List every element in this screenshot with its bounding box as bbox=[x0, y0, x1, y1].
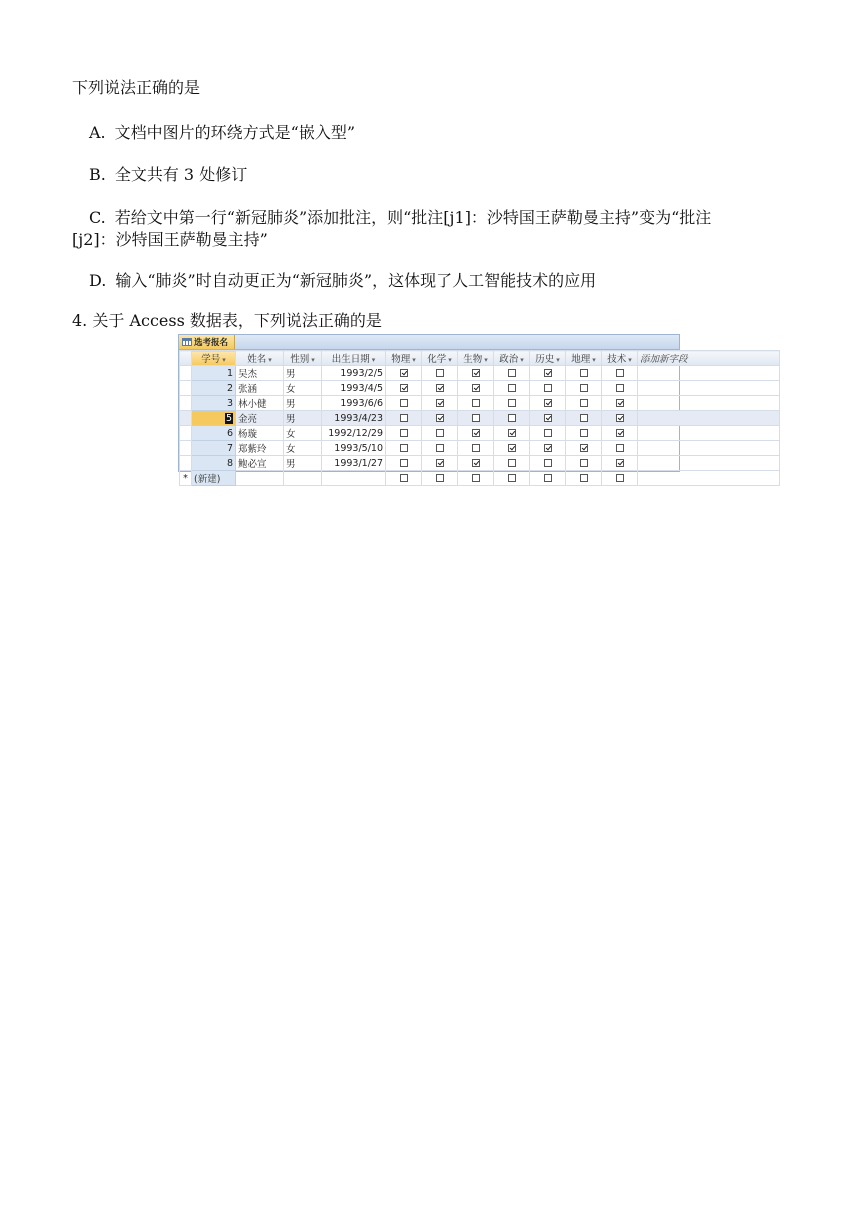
checkbox[interactable] bbox=[400, 384, 408, 392]
new-record-cell[interactable] bbox=[322, 471, 386, 486]
cell-politics bbox=[494, 456, 530, 471]
option-c-letter: C. bbox=[89, 208, 106, 227]
checkbox[interactable] bbox=[400, 414, 408, 422]
row-selector[interactable] bbox=[180, 441, 192, 456]
cell-id-value: 8 bbox=[226, 457, 233, 469]
checkbox[interactable] bbox=[580, 474, 588, 482]
checkbox[interactable] bbox=[508, 414, 516, 422]
cell-physics bbox=[386, 411, 422, 426]
cell-geography bbox=[566, 411, 602, 426]
cell-name[interactable]: 吴杰 bbox=[236, 366, 284, 381]
new-record-cell[interactable] bbox=[236, 471, 284, 486]
checkbox[interactable] bbox=[400, 369, 408, 377]
cell-politics bbox=[494, 366, 530, 381]
chevron-down-icon[interactable]: ▾ bbox=[371, 356, 376, 364]
checkbox[interactable] bbox=[616, 399, 624, 407]
cell-add-field[interactable] bbox=[638, 381, 780, 396]
tab-label: 选考报名 bbox=[194, 338, 229, 348]
checkbox[interactable] bbox=[616, 384, 624, 392]
column-header-history[interactable] bbox=[530, 351, 566, 366]
column-header-label: 地理 bbox=[571, 354, 591, 365]
chevron-down-icon[interactable]: ▾ bbox=[592, 356, 596, 364]
checkbox[interactable] bbox=[616, 414, 624, 422]
table-row[interactable] bbox=[180, 441, 780, 456]
checkbox[interactable] bbox=[544, 384, 552, 392]
cell-id[interactable] bbox=[192, 426, 236, 441]
cell-politics bbox=[494, 411, 530, 426]
cell-biology bbox=[458, 426, 494, 441]
cell-physics bbox=[386, 381, 422, 396]
column-header-technology[interactable] bbox=[602, 351, 638, 366]
column-header-label: 学号 bbox=[201, 354, 221, 365]
cell-date[interactable]: 1993/1/27 bbox=[322, 456, 386, 471]
new-record-row[interactable] bbox=[180, 471, 780, 486]
access-datasheet bbox=[178, 334, 688, 485]
column-header-name[interactable] bbox=[236, 351, 284, 366]
cell-politics bbox=[494, 441, 530, 456]
column-header-physics[interactable] bbox=[386, 351, 422, 366]
checkbox[interactable] bbox=[616, 474, 624, 482]
cell-add-field[interactable] bbox=[638, 366, 780, 381]
cell-id-value: 2 bbox=[226, 382, 233, 394]
option-a-text: 文档中图片的环绕方式是“嵌入型” bbox=[114, 123, 356, 142]
cell-id[interactable] bbox=[192, 441, 236, 456]
option-d bbox=[89, 271, 596, 291]
cell-technology bbox=[602, 441, 638, 456]
checkbox[interactable] bbox=[544, 429, 552, 437]
column-header-chemistry[interactable] bbox=[422, 351, 458, 366]
cell-chemistry bbox=[422, 381, 458, 396]
question-4: 4. 关于 Access 数据表，下列说法正确的是 bbox=[72, 311, 382, 330]
chevron-down-icon[interactable]: ▾ bbox=[412, 356, 416, 364]
chevron-down-icon[interactable]: ▾ bbox=[268, 356, 272, 364]
question-intro: 下列说法正确的是 bbox=[72, 78, 201, 97]
cell-geography bbox=[566, 441, 602, 456]
cell-sex[interactable]: 女 bbox=[284, 441, 322, 456]
checkbox[interactable] bbox=[472, 444, 480, 452]
chevron-down-icon[interactable]: ▾ bbox=[222, 356, 226, 364]
checkbox[interactable] bbox=[580, 369, 588, 377]
option-a bbox=[89, 123, 355, 143]
cell-biology bbox=[458, 441, 494, 456]
cell-name[interactable]: 郑紫玲 bbox=[236, 441, 284, 456]
cell-geography bbox=[566, 456, 602, 471]
table-row[interactable] bbox=[180, 366, 780, 381]
checkbox[interactable] bbox=[544, 444, 552, 452]
cell-sex[interactable]: 女 bbox=[284, 381, 322, 396]
cell-physics bbox=[386, 426, 422, 441]
option-d-letter: D. bbox=[89, 271, 107, 290]
checkbox[interactable] bbox=[508, 384, 516, 392]
cell-id-value: 6 bbox=[226, 427, 233, 439]
new-record-cell bbox=[422, 471, 458, 486]
checkbox[interactable] bbox=[400, 429, 408, 437]
cell-name[interactable]: 鲍必宣 bbox=[236, 456, 284, 471]
checkbox[interactable] bbox=[580, 399, 588, 407]
cell-name[interactable]: 金亮 bbox=[236, 411, 284, 426]
cell-biology bbox=[458, 396, 494, 411]
cell-name[interactable]: 林小健 bbox=[236, 396, 284, 411]
table-row[interactable] bbox=[180, 456, 780, 471]
cell-history bbox=[530, 441, 566, 456]
chevron-down-icon[interactable]: ▾ bbox=[556, 356, 560, 364]
checkbox[interactable] bbox=[616, 459, 624, 467]
cell-id[interactable] bbox=[192, 381, 236, 396]
cell-date[interactable]: 1993/6/6 bbox=[322, 396, 386, 411]
tab-table[interactable] bbox=[179, 335, 235, 349]
cell-date[interactable]: 1993/4/23 bbox=[322, 411, 386, 426]
cell-biology bbox=[458, 456, 494, 471]
cell-chemistry bbox=[422, 441, 458, 456]
checkbox[interactable] bbox=[400, 399, 408, 407]
new-record-marker: * bbox=[180, 471, 192, 486]
tab-bar bbox=[179, 335, 679, 350]
checkbox[interactable] bbox=[472, 414, 480, 422]
new-record-cell bbox=[386, 471, 422, 486]
checkbox[interactable] bbox=[544, 459, 552, 467]
cell-history bbox=[530, 411, 566, 426]
cell-geography bbox=[566, 366, 602, 381]
column-header-label: 技术 bbox=[607, 354, 627, 365]
checkbox[interactable] bbox=[472, 384, 480, 392]
checkbox[interactable] bbox=[616, 369, 624, 377]
checkbox[interactable] bbox=[436, 459, 444, 467]
checkbox[interactable] bbox=[436, 414, 444, 422]
cell-history bbox=[530, 426, 566, 441]
column-header-politics[interactable] bbox=[494, 351, 530, 366]
row-selector[interactable] bbox=[180, 411, 192, 426]
option-c bbox=[89, 208, 711, 228]
cell-id-value: 7 bbox=[226, 442, 233, 454]
option-b-letter: B. bbox=[89, 165, 106, 184]
column-header-label: 性别 bbox=[290, 354, 310, 365]
option-d-text: 输入“肺炎”时自动更正为“新冠肺炎”，这体现了人工智能技术的应用 bbox=[115, 271, 597, 290]
checkbox[interactable] bbox=[436, 474, 444, 482]
column-header-label: 出生日期 bbox=[331, 354, 370, 365]
cell-geography bbox=[566, 381, 602, 396]
checkbox[interactable] bbox=[508, 474, 516, 482]
table-row[interactable] bbox=[180, 381, 780, 396]
option-c-text-line1: 若给文中第一行“新冠肺炎”添加批注，则“批注[j1]：沙特国王萨勒曼主持”变为“批注 bbox=[114, 208, 712, 227]
table-row[interactable] bbox=[180, 411, 780, 426]
column-header-add-field[interactable] bbox=[638, 351, 780, 366]
cell-name[interactable]: 张涵 bbox=[236, 381, 284, 396]
checkbox[interactable] bbox=[472, 369, 480, 377]
cell-physics bbox=[386, 441, 422, 456]
cell-biology bbox=[458, 411, 494, 426]
new-record-cell bbox=[458, 471, 494, 486]
checkbox[interactable] bbox=[472, 399, 480, 407]
row-selector[interactable] bbox=[180, 366, 192, 381]
cell-physics bbox=[386, 396, 422, 411]
cell-add-field[interactable] bbox=[638, 426, 780, 441]
cell-id-value: 5 bbox=[225, 412, 232, 424]
column-header-label: 历史 bbox=[535, 354, 555, 365]
cell-physics bbox=[386, 456, 422, 471]
cell-chemistry bbox=[422, 396, 458, 411]
checkbox[interactable] bbox=[580, 459, 588, 467]
option-a-letter: A. bbox=[89, 123, 106, 142]
row-selector[interactable] bbox=[180, 456, 192, 471]
cell-date[interactable]: 1992/12/29 bbox=[322, 426, 386, 441]
cell-politics bbox=[494, 381, 530, 396]
table-icon bbox=[182, 338, 192, 346]
column-header-date[interactable] bbox=[322, 351, 386, 366]
cell-chemistry bbox=[422, 456, 458, 471]
checkbox[interactable] bbox=[472, 474, 480, 482]
new-record-cell[interactable] bbox=[638, 471, 780, 486]
cell-geography bbox=[566, 426, 602, 441]
new-record-cell bbox=[566, 471, 602, 486]
cell-id[interactable] bbox=[192, 366, 236, 381]
cell-politics bbox=[494, 396, 530, 411]
chevron-down-icon[interactable]: ▾ bbox=[311, 356, 315, 364]
cell-history bbox=[530, 366, 566, 381]
table-row[interactable] bbox=[180, 426, 780, 441]
checkbox[interactable] bbox=[472, 429, 480, 437]
checkbox[interactable] bbox=[508, 399, 516, 407]
chevron-down-icon[interactable]: ▾ bbox=[484, 356, 488, 364]
column-header-label: 姓名 bbox=[247, 354, 267, 365]
cell-biology bbox=[458, 366, 494, 381]
cell-date[interactable]: 1993/4/5 bbox=[322, 381, 386, 396]
cell-history bbox=[530, 456, 566, 471]
checkbox[interactable] bbox=[508, 429, 516, 437]
cell-technology bbox=[602, 396, 638, 411]
checkbox[interactable] bbox=[436, 384, 444, 392]
cell-history bbox=[530, 396, 566, 411]
new-record-cell bbox=[530, 471, 566, 486]
checkbox[interactable] bbox=[400, 444, 408, 452]
checkbox[interactable] bbox=[616, 429, 624, 437]
checkbox[interactable] bbox=[508, 459, 516, 467]
checkbox[interactable] bbox=[436, 429, 444, 437]
cell-id[interactable] bbox=[192, 411, 236, 426]
cell-technology bbox=[602, 456, 638, 471]
cell-technology bbox=[602, 381, 638, 396]
cell-add-field[interactable] bbox=[638, 456, 780, 471]
cell-biology bbox=[458, 381, 494, 396]
checkbox[interactable] bbox=[580, 444, 588, 452]
checkbox[interactable] bbox=[472, 459, 480, 467]
column-header-label: 物理 bbox=[391, 354, 411, 365]
column-header-biology[interactable] bbox=[458, 351, 494, 366]
cell-technology bbox=[602, 366, 638, 381]
cell-sex[interactable]: 男 bbox=[284, 456, 322, 471]
checkbox[interactable] bbox=[544, 399, 552, 407]
row-selector[interactable] bbox=[180, 426, 192, 441]
checkbox[interactable] bbox=[580, 384, 588, 392]
cell-id-value: 1 bbox=[226, 367, 233, 379]
cell-sex[interactable]: 男 bbox=[284, 396, 322, 411]
option-b bbox=[89, 165, 247, 185]
checkbox[interactable] bbox=[400, 474, 408, 482]
cell-chemistry bbox=[422, 411, 458, 426]
new-record-label[interactable]: (新建) bbox=[192, 471, 236, 486]
checkbox[interactable] bbox=[508, 369, 516, 377]
column-header-geography[interactable] bbox=[566, 351, 602, 366]
option-b-text: 全文共有 3 处修订 bbox=[114, 165, 248, 184]
checkbox[interactable] bbox=[436, 369, 444, 377]
cell-sex[interactable]: 女 bbox=[284, 426, 322, 441]
cell-geography bbox=[566, 396, 602, 411]
checkbox[interactable] bbox=[544, 369, 552, 377]
cell-add-field[interactable] bbox=[638, 411, 780, 426]
checkbox[interactable] bbox=[508, 444, 516, 452]
column-header-label: 生物 bbox=[463, 354, 483, 365]
cell-chemistry bbox=[422, 426, 458, 441]
column-header-label: 添加新字段 bbox=[640, 354, 688, 365]
cell-sex[interactable]: 男 bbox=[284, 411, 322, 426]
cell-id[interactable] bbox=[192, 456, 236, 471]
option-c-text-line2: [j2]：沙特国王萨勒曼主持” bbox=[72, 230, 268, 249]
new-record-cell bbox=[602, 471, 638, 486]
checkbox[interactable] bbox=[544, 474, 552, 482]
cell-chemistry bbox=[422, 366, 458, 381]
column-header-label: 化学 bbox=[427, 354, 447, 365]
new-record-cell bbox=[494, 471, 530, 486]
select-all-corner[interactable] bbox=[180, 351, 192, 366]
cell-add-field[interactable] bbox=[638, 396, 780, 411]
checkbox[interactable] bbox=[544, 414, 552, 422]
cell-date[interactable]: 1993/5/10 bbox=[322, 441, 386, 456]
new-record-cell[interactable] bbox=[284, 471, 322, 486]
checkbox[interactable] bbox=[580, 414, 588, 422]
chevron-down-icon[interactable]: ▾ bbox=[628, 356, 632, 364]
chevron-down-icon[interactable]: ▾ bbox=[448, 356, 452, 364]
cell-name[interactable]: 杨璇 bbox=[236, 426, 284, 441]
cell-id-value: 3 bbox=[226, 397, 233, 409]
checkbox[interactable] bbox=[400, 459, 408, 467]
cell-technology bbox=[602, 426, 638, 441]
checkbox[interactable] bbox=[580, 429, 588, 437]
row-selector[interactable] bbox=[180, 381, 192, 396]
row-selector[interactable] bbox=[180, 396, 192, 411]
cell-date[interactable]: 1993/2/5 bbox=[322, 366, 386, 381]
cell-history bbox=[530, 381, 566, 396]
cell-technology bbox=[602, 411, 638, 426]
cell-sex[interactable]: 男 bbox=[284, 366, 322, 381]
cell-add-field[interactable] bbox=[638, 441, 780, 456]
cell-politics bbox=[494, 426, 530, 441]
cell-id[interactable] bbox=[192, 396, 236, 411]
checkbox[interactable] bbox=[436, 444, 444, 452]
header-row bbox=[180, 351, 780, 366]
table-row[interactable] bbox=[180, 396, 780, 411]
column-header-id[interactable] bbox=[192, 351, 236, 366]
cell-physics bbox=[386, 366, 422, 381]
column-header-sex[interactable] bbox=[284, 351, 322, 366]
datasheet-grid bbox=[179, 350, 780, 486]
column-header-label: 政治 bbox=[499, 354, 519, 365]
chevron-down-icon[interactable]: ▾ bbox=[520, 356, 524, 364]
checkbox[interactable] bbox=[436, 399, 444, 407]
checkbox[interactable] bbox=[616, 444, 624, 452]
